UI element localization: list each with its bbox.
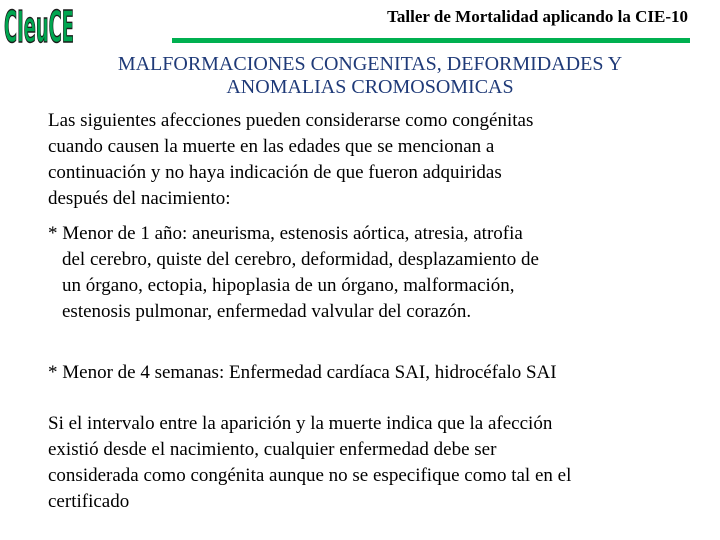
slide-title-line: MALFORMACIONES CONGENITAS, DEFORMIDADES Y — [117, 53, 623, 75]
intro-line: cuando causen la muerte en las edades que se mencionan a — [48, 136, 495, 157]
intro-paragraph — [48, 108, 533, 212]
under-one-year-line: * Menor de 1 año: aneurisma, estenosis aórtica, atresia, atrofia — [48, 223, 523, 244]
intro-line: continuación y no haya indicación de que fueron adquiridas — [48, 162, 502, 183]
under-one-year-item — [48, 221, 539, 325]
under-one-year-line: estenosis pulmonar, enfermedad valvular del corazón. — [62, 301, 472, 322]
interval-paragraph — [48, 411, 571, 515]
under-one-year-line: un órgano, ectopia, hipoplasia de un órgano, malformación, — [62, 275, 515, 296]
header-title: Taller de Mortalidad aplicando la CIE-10 — [387, 7, 688, 26]
slide-title — [60, 53, 680, 99]
slide-title-line: ANOMALIAS CROMOSOMICAS — [226, 76, 514, 98]
under-four-weeks-line: * Menor de 4 semanas: Enfermedad cardíaca SAI, hidrocéfalo SAI — [48, 362, 557, 383]
under-one-year-line: del cerebro, quiste del cerebro, deformidad, desplazamiento de — [62, 249, 539, 270]
under-four-weeks-item — [48, 360, 557, 386]
interval-line: existió desde el nacimiento, cualquier enfermedad debe ser — [48, 439, 497, 460]
intro-line: Las siguientes afecciones pueden considerarse como congénitas — [48, 110, 534, 131]
logo-text: CIeuCE — [4, 2, 74, 53]
interval-line: considerada como congénita aunque no se especifique como tal en el — [48, 465, 572, 486]
interval-line: Si el intervalo entre la aparición y la muerte indica que la afección — [48, 413, 553, 434]
cieuce-logo — [2, 2, 76, 53]
intro-line: después del nacimiento: — [48, 188, 231, 209]
interval-line: certificado — [48, 491, 130, 512]
header-rule — [172, 38, 690, 43]
